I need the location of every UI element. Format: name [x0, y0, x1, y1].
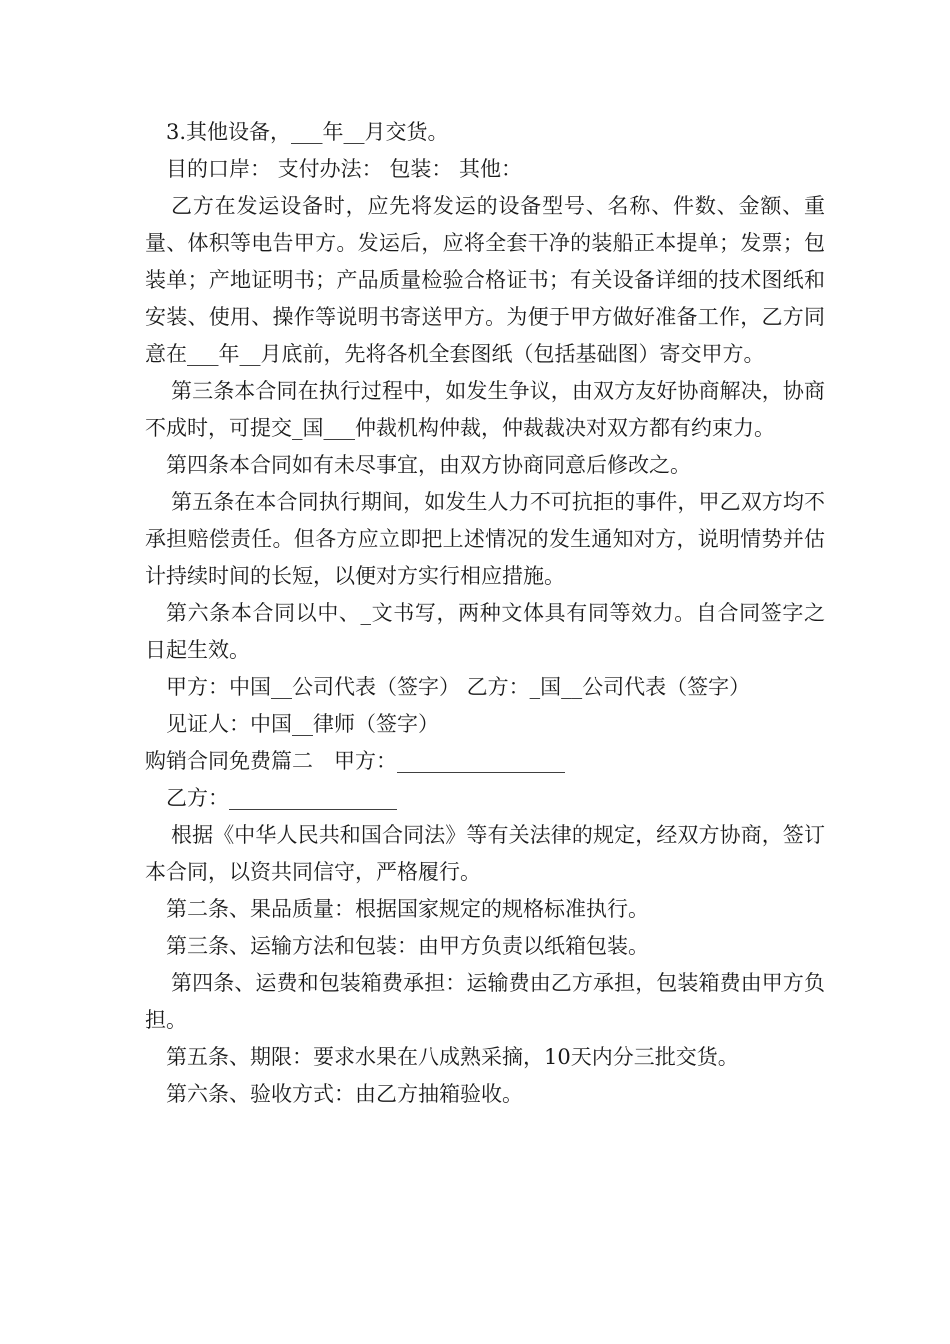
- document-body: [145, 114, 825, 1113]
- paragraph-article-6-language: 第六条本合同以中、_文书写，两种文体具有同等效力。自合同签字之日起生效。: [145, 601, 825, 662]
- paragraph-contract-2-article-3: 第三条、运输方法和包装：由甲方负责以纸箱包装。: [166, 934, 649, 958]
- paragraph-article-4-amendment: 第四条本合同如有未尽事宜，由双方协商同意后修改之。: [166, 453, 691, 477]
- paragraph-signatures: 甲方：中国__公司代表（签字） 乙方：_国__公司代表（签字）: [166, 675, 751, 699]
- paragraph-witness: 见证人：中国__律师（签字）: [166, 712, 439, 736]
- paragraph-contract-2-basis: 根据《中华人民共和国合同法》等有关法律的规定，经双方协商，签订本合同，以资共同信守，严格履行。: [145, 823, 825, 884]
- paragraph-contract-2-article-6: 第六条、验收方式：由乙方抽箱验收。: [166, 1082, 523, 1106]
- paragraph-article-5-force-majeure: 第五条在本合同执行期间，如发生人力不可抗拒的事件，甲乙双方均不承担赔偿责任。但各方应立即把上述情况的发生通知对方，说明情势并估计持续时间的长短，以便对方实行相应措施。: [145, 490, 825, 588]
- paragraph-contract-2-article-2: 第二条、果品质量：根据国家规定的规格标准执行。: [166, 897, 649, 921]
- paragraph-article-3-dispute: 第三条本合同在执行过程中，如发生争议，由双方友好协商解决，协商不成时，可提交_国___仲裁机构仲裁，仲裁裁决对双方都有约束力。: [145, 379, 825, 440]
- paragraph-contract-2-article-5: 第五条、期限：要求水果在八成熟采摘，10天内分三批交货。: [166, 1045, 739, 1069]
- paragraph-port-payment-packing: 目的口岸： 支付办法： 包装： 其他：: [166, 157, 523, 181]
- paragraph-delivery-other-equipment: 3.其他设备，___年__月交货。: [166, 120, 449, 144]
- paragraph-contract-2-party-b: 乙方：________________: [166, 786, 397, 810]
- paragraph-shipping-notice: 乙方在发运设备时，应先将发运的设备型号、名称、件数、金额、重量、体积等电告甲方。发运后，应将全套干净的装船正本提单；发票；包装单；产地证明书；产品质量检验合格证书；有关设备详细的技术图纸和安装、使用、操作等说明书寄送甲方。为便于甲方做好准备工作，乙方同意在___年__月底前，先将各机全套图纸（包括基础图）寄交甲方。: [145, 194, 825, 366]
- paragraph-contract-2-article-4: 第四条、运费和包装箱费承担：运输费由乙方承担，包装箱费由甲方负担。: [145, 971, 825, 1032]
- paragraph-contract-2-party-a: 购销合同免费篇二 甲方：________________: [145, 749, 565, 773]
